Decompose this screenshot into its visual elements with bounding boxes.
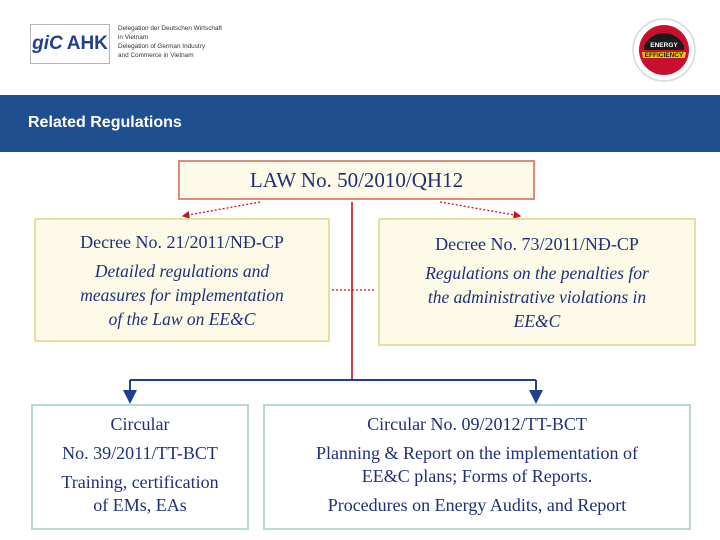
decree-21-desc-line: Detailed regulations and xyxy=(94,261,270,281)
decree-73-box xyxy=(378,218,696,346)
circular-09-line: Planning & Report on the implementation of xyxy=(316,443,638,463)
law-box xyxy=(178,160,535,200)
decree-21-desc-line: measures for implementation xyxy=(80,285,284,305)
decree-21-title: Decree No. 21/2011/NĐ-CP xyxy=(80,232,284,252)
decree-21-description xyxy=(36,259,328,331)
law-label: LAW No. 50/2010/QH12 xyxy=(249,168,464,192)
arrow-law-to-decree-right xyxy=(440,202,520,216)
circular-39-line: of EMs, EAs xyxy=(93,495,187,515)
circular-39-box xyxy=(31,404,249,530)
decree-73-title: Decree No. 73/2011/NĐ-CP xyxy=(435,234,639,254)
circular-39-line: Training, certification xyxy=(61,472,219,492)
circular-09-box xyxy=(263,404,691,530)
org-line: in Vietnam xyxy=(118,34,149,41)
page-title: Related Regulations xyxy=(28,114,182,131)
decree-73-description xyxy=(380,261,694,333)
decree-73-desc-line: Regulations on the penalties for xyxy=(425,263,649,283)
org-line: and Commerce in Vietnam xyxy=(118,52,194,59)
arrow-law-to-decree-left xyxy=(183,202,260,216)
circular-09-line: Circular No. 09/2012/TT-BCT xyxy=(367,414,587,434)
circular-09-line: EE&C plans; Forms of Reports. xyxy=(361,466,593,486)
circular-39-line: Circular xyxy=(110,414,170,434)
logo-ahk-text: AHK xyxy=(66,33,108,54)
badge-text-2: EFFICIENCY xyxy=(644,52,684,59)
decree-21-box xyxy=(34,218,330,342)
decree-73-desc-line: EE&C xyxy=(513,311,561,331)
circular-09-line: Procedures on Energy Audits, and Report xyxy=(327,495,627,515)
logo-gic-text: giC xyxy=(32,33,63,54)
org-line: Delegation der Deutschen Wirtschaft xyxy=(118,25,223,32)
decree-73-desc-line: the administrative violations in xyxy=(427,287,647,307)
badge-text-1: ENERGY xyxy=(650,42,678,49)
decree-21-desc-line: of the Law on EE&C xyxy=(108,309,256,329)
org-line: Delegation of German Industry xyxy=(118,43,206,50)
circular-39-line: No. 39/2011/TT-BCT xyxy=(62,443,218,463)
